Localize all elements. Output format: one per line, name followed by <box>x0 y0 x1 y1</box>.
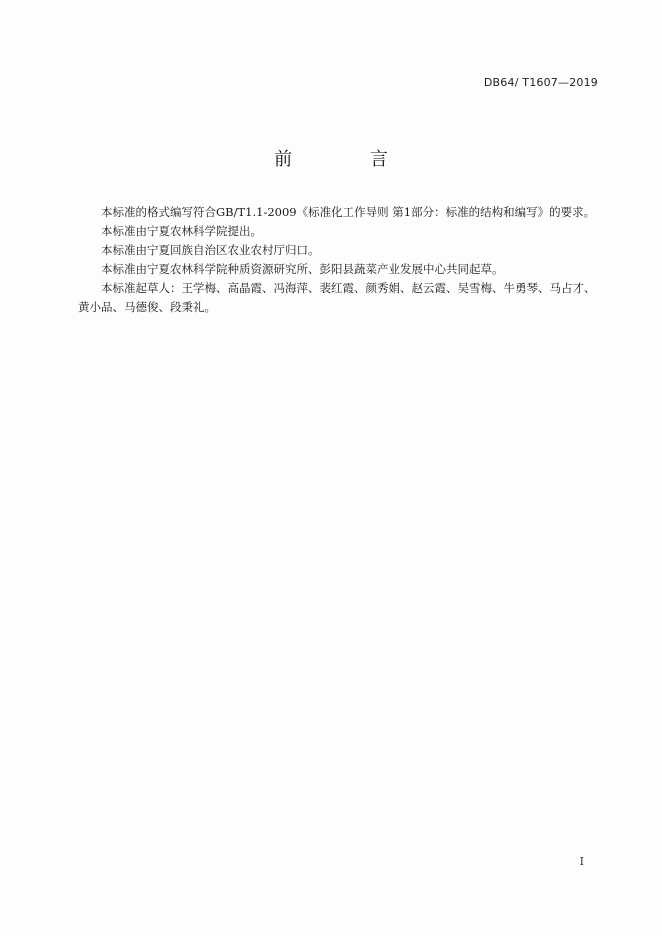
page-title: 前 言 <box>274 149 424 170</box>
paragraph-proposed-by: 本标准由宁夏农林科学院提出。 <box>101 224 262 238</box>
page-number: I <box>579 855 584 868</box>
paragraph-drafters: 本标准起草人：王学梅、高晶霞、冯海萍、裴红霞、颜秀娟、赵云霞、吴雪梅、牛勇琴、马占才、黄小品、马德俊、段秉礼。 <box>78 281 596 314</box>
document-code: DB64/ T1607—2019 <box>483 76 598 89</box>
paragraph-format-statement: 本标准的格式编写符合GB/T1.1-2009《标准化工作导则 第1部分：标准的结构和编写》的要求。 <box>101 205 596 219</box>
paragraph-drafting-units: 本标准由宁夏农林科学院种质资源研究所、彭阳县蔬菜产业发展中心共同起草。 <box>101 262 504 276</box>
paragraph-centralized-by: 本标准由宁夏回族自治区农业农村厅归口。 <box>101 243 320 257</box>
foreword-body <box>78 203 598 317</box>
